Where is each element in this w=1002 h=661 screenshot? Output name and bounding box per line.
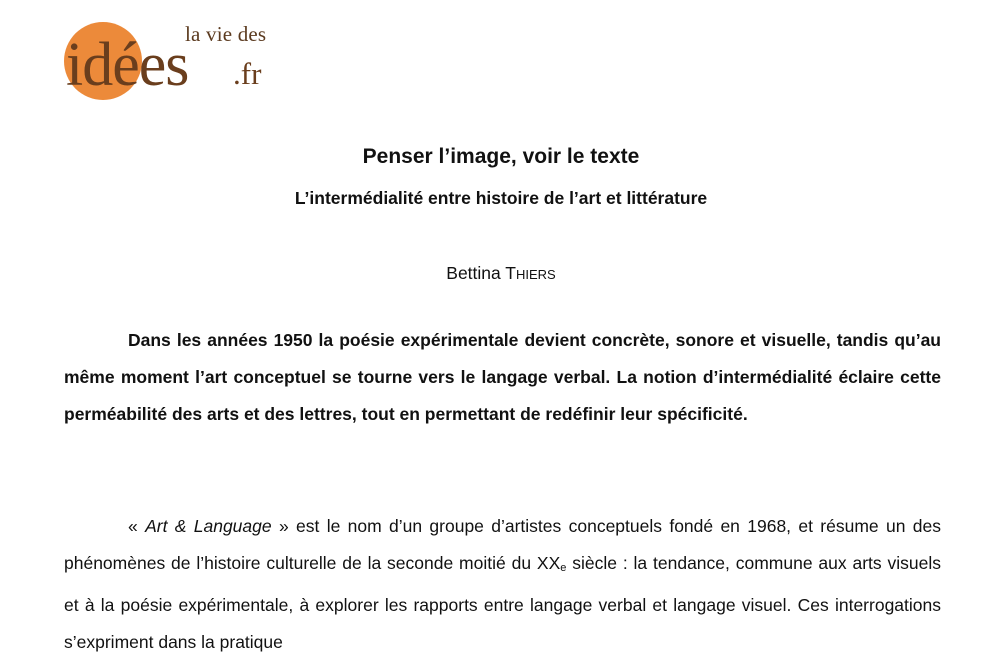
author-first-name: Bettina [446, 263, 501, 283]
article-body-paragraph: « Art & Language » est le nom d’un groupe d’artistes conceptuels fondé en 1968, et résume un des phénomènes de l’histoire culturelle de la seconde moitié du $XX_e$ siècle : la tendance, commune aux arts visuels et à la poésie expérimentale, à explorer les rapports entre langage verbal et langage visuel. Ces interrogations s’expriment dans la pratique [64, 516, 941, 652]
article-title: Penser l’image, voir le texte [362, 145, 640, 168]
logo-name: idées [66, 31, 189, 99]
article-subtitle: L’intermédialité entre histoire de l’art et littérature [294, 188, 708, 208]
logo-tld: .fr [233, 56, 262, 91]
article-abstract: Dans les années 1950 la poésie expérimentale devient concrète, sonore et visuelle, tandis qu’au même moment l’art conceptuel se tourne vers le langage verbal. La notion d’intermédialité éclaire cette perméabilité des arts et des lettres, tout en permettant de redéfinir leur spécificité. [64, 330, 941, 424]
century: XX [536, 553, 561, 573]
group-name: Art & Language [145, 516, 272, 536]
article-author [0, 263, 1002, 284]
author-last-name: THIERS [505, 263, 556, 283]
site-logo [62, 20, 282, 102]
logo-tagline: la vie des [185, 22, 267, 46]
